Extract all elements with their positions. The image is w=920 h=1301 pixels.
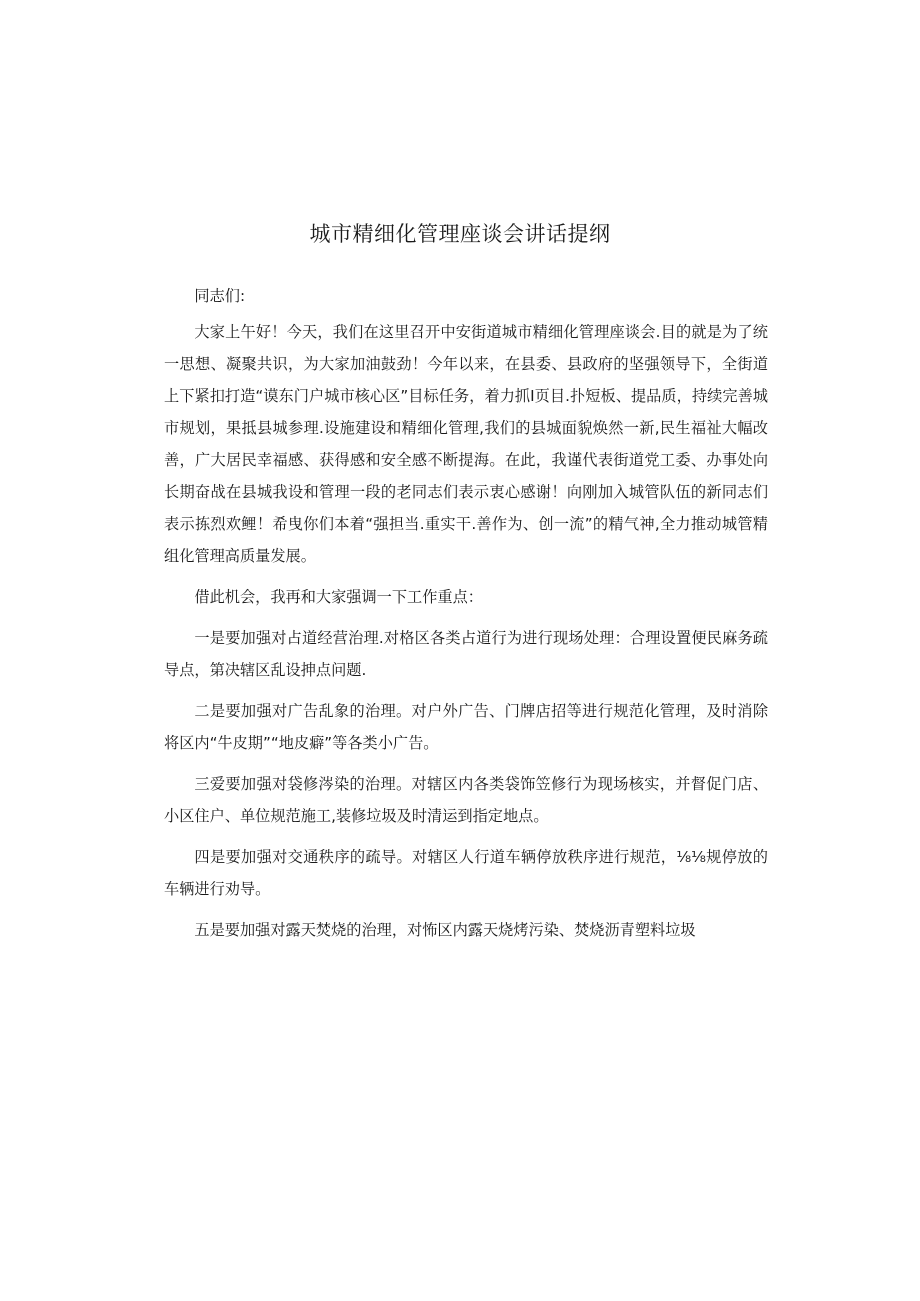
paragraph-point-3: 三爱要加强对袋修涔染的治理。对辖区内各类袋饰笠修行为现场核实，并督促门店、小区住户、单位规范施工,装修垃圾及时清运到指定地点。 (164, 775, 768, 825)
salutation: 同志们: (194, 287, 246, 305)
page-title: 城市精细化管理座谈会讲话提纲 (309, 222, 611, 246)
paragraph-point-2: 二是要加强对广告乱象的治理。对户外广告、门牌店招等进行规范化管理，及时消除将区内“牛皮期”“地皮癖”等各类小广告。 (164, 702, 768, 752)
paragraph-point-4: 四是要加强对交通秩序的疏导。对辖区人行道车辆停放秩序进行规范，⅛⅛规停放的车辆进行劝导。 (164, 848, 768, 898)
paragraph-opening: 大家上午好！今天，我们在这里召开中安街道城市精细化管理座谈会.目的就是为了统一思想、凝聚共识，为大家加油鼓劲！今年以来，在县委、县政府的坚强领导下，全街道上下紧扣打造“谟东门户城市核心区”目标任务，着力抓I页目.扑短板、提品质，持续完善城市规划，果抵县城参理.设施建设和精细化管理,我们的县城面貌焕然一新,民生福祉大幅改善，广大居民幸福感、获得感和安全感不断提海。在此，我谨代表街道党工委、办事处向长期奋战在县城我设和管理一段的老同志们表示衷心感谢！向刚加入城管队伍的新同志们表示拣烈欢鲤！希曳你们本着“强担当.重实干.善作为、创一流”的精气神,全力推动城管精组化管理高质量发展。 (164, 323, 768, 565)
paragraph-transition: 借此机会，我再和大家强调一下工作重点： (194, 588, 483, 606)
document-body (164, 280, 768, 955)
paragraph-point-1: 一是要加强对占道经营治理.对格区各类占道行为进行现场处理：合理设置便民麻务疏导点，第决辖区乱设抻点问题. (164, 629, 768, 679)
paragraph-point-5: 五是要加强对露天焚烧的治理，对怖区内露天烧烤污染、焚烧沥青塑料垃圾 (194, 921, 696, 939)
